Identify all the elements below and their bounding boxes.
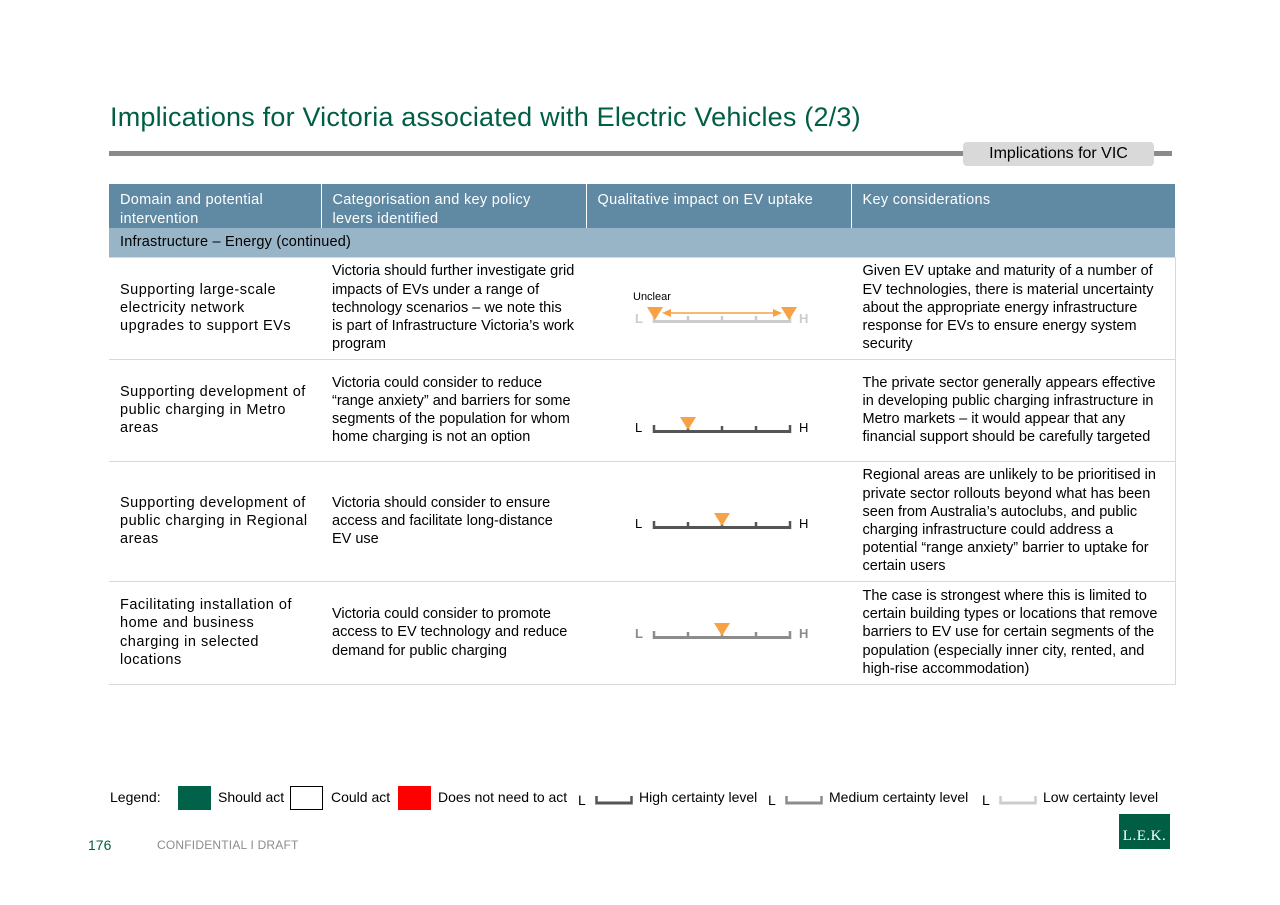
gauge-high-label: H — [799, 420, 809, 435]
table-row — [109, 461, 1175, 581]
header-impact: Qualitative impact on EV uptake — [586, 184, 851, 228]
table-row — [109, 359, 1175, 461]
gauge-low-label: L — [635, 516, 643, 531]
legend-swatch-does-not-need — [398, 786, 431, 810]
gauge-low-label: L — [635, 420, 643, 435]
considerations-cell: Given EV uptake and maturity of a number of EV technologies, there is material uncertainty about the appropriate energy infrastructure response for EVs to ensure energy system security — [851, 257, 1175, 359]
legend-should-act: Should act — [218, 789, 285, 805]
gauge-uncertainty-range — [662, 309, 782, 317]
legend-medium: Medium certainty level — [829, 789, 969, 805]
legend-medium-gauge — [784, 792, 824, 806]
impact-gauge — [587, 360, 850, 460]
gauge-high-label: H — [799, 311, 809, 326]
table-row — [109, 257, 1175, 359]
gauge-marker-high — [781, 307, 797, 320]
section-tag: Implications for VIC — [963, 142, 1154, 166]
legend-low-l: L — [982, 792, 990, 808]
levers-cell: Victoria should further investigate grid impacts of EVs under a range of technology scenarios – we note this is part of Infrastructure Victoria’s work program — [321, 257, 586, 359]
gauge-high-label: H — [799, 516, 809, 531]
impact-gauge — [587, 583, 850, 683]
legend-swatch-should-act — [178, 786, 211, 810]
legend-label: Legend: — [110, 789, 161, 805]
confidential-note: CONFIDENTIAL I DRAFT — [157, 838, 299, 852]
section-row — [109, 228, 1175, 257]
levers-cell: Victoria should consider to ensure access and facilitate long-distance EV use — [321, 461, 586, 581]
gauge-axis — [653, 315, 791, 323]
gauge-high-label: H — [799, 625, 809, 641]
legend-medium-l: L — [768, 792, 776, 808]
impact-cell — [586, 581, 851, 684]
implications-table — [109, 184, 1176, 685]
considerations-cell: Regional areas are unlikely to be prioritised in private sector rollouts beyond what has been seen from Australia’s autoclubs, and public charging infrastructure could address a potential “range anxiety” barrier to uptake for certain users — [851, 461, 1175, 581]
table-header-row — [109, 184, 1175, 228]
section-label: Infrastructure – Energy (continued) — [109, 228, 1175, 257]
impact-cell — [586, 257, 851, 359]
header-levers: Categorisation and key policy levers identified — [321, 184, 586, 228]
levers-cell: Victoria could consider to promote access to EV technology and reduce demand for public charging — [321, 581, 586, 684]
levers-cell: Victoria could consider to reduce “range anxiety” and barriers for some segments of the population for whom home charging is not an option — [321, 359, 586, 461]
gauge-low-label: L — [635, 625, 643, 641]
gauge-note: Unclear — [633, 291, 671, 303]
gauge-low-label: L — [635, 311, 643, 326]
table-row — [109, 581, 1175, 684]
legend-does-not-need: Does not need to act — [438, 789, 568, 805]
domain-cell: Supporting development of public charging in Regional areas — [109, 461, 321, 581]
considerations-cell: The private sector generally appears effective in developing public charging infrastructure in Metro markets – it would appear that any financial support should be carefully targeted — [851, 359, 1175, 461]
legend-could-act: Could act — [331, 789, 391, 805]
domain-cell: Supporting development of public charging in Metro areas — [109, 359, 321, 461]
impact-cell — [586, 359, 851, 461]
legend — [110, 786, 1170, 810]
impact-gauge-unclear — [587, 258, 850, 358]
legend-low-gauge — [998, 792, 1038, 806]
header-considerations: Key considerations — [851, 184, 1175, 228]
impact-cell — [586, 461, 851, 581]
legend-high-l: L — [578, 792, 586, 808]
legend-swatch-could-act — [290, 786, 323, 810]
gauge-marker-low — [647, 307, 663, 320]
considerations-cell: The case is strongest where this is limited to certain building types or locations that remove barriers to EV use for certain segments of the population (especially inner city, rented, and high-rise accommodation) — [851, 581, 1175, 684]
page-number: 176 — [88, 837, 112, 853]
domain-cell: Supporting large-scale electricity network upgrades to support EVs — [109, 257, 321, 359]
gauge-axis — [653, 425, 791, 433]
legend-low: Low certainty level — [1043, 789, 1159, 805]
lek-logo: L.E.K. — [1119, 814, 1170, 849]
gauge-marker — [714, 513, 730, 526]
legend-high-gauge — [594, 792, 634, 806]
page-title: Implications for Victoria associated with Electric Vehicles (2/3) — [110, 102, 861, 132]
header-domain: Domain and potential intervention — [109, 184, 321, 228]
gauge-marker — [680, 417, 696, 430]
legend-high: High certainty level — [639, 789, 758, 805]
domain-cell: Facilitating installation of home and business charging in selected locations — [109, 581, 321, 684]
impact-gauge — [587, 471, 850, 571]
gauge-marker — [714, 623, 730, 636]
